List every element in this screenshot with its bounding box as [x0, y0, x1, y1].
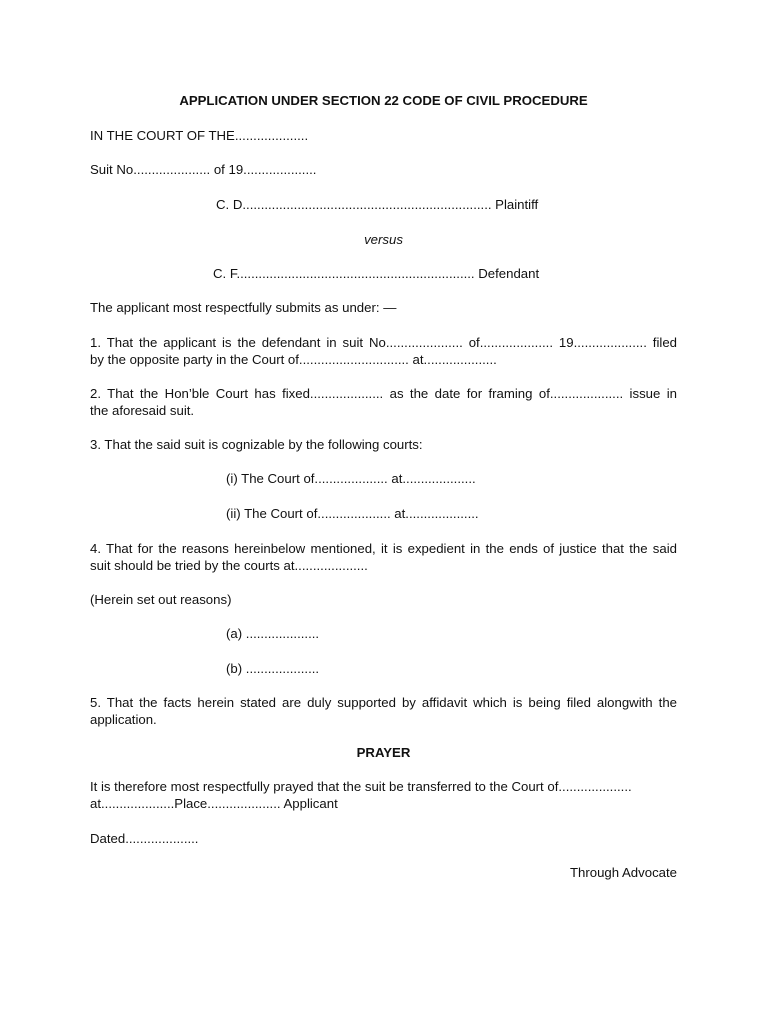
reason-a: (a) .................... [226, 626, 320, 641]
paragraph-5-line-1: 5. That the facts herein stated are duly supported by affidavit which is being filed alongwith the [90, 695, 677, 710]
plaintiff-line: C. D.................................................................... Plaintiff [216, 197, 539, 212]
paragraph-3: 3. That the said suit is cognizable by the following courts: [90, 437, 423, 452]
reasons-heading: (Herein set out reasons) [90, 592, 232, 607]
paragraph-2-line-2: the aforesaid suit. [90, 403, 195, 418]
suit-number-line: Suit No..................... of 19.................... [90, 162, 317, 177]
court-option-ii: (ii) The Court of.................... at.................... [226, 506, 479, 521]
paragraph-2-line-1: 2. That the Hon’ble Court has fixed.................... as the date for framing of.................... issue in [90, 386, 677, 401]
court-option-i: (i) The Court of.................... at.................... [226, 471, 476, 486]
signature-line: Through Advocate [569, 865, 677, 880]
dated-line: Dated.................... [90, 831, 199, 846]
intro-paragraph: The applicant most respectfully submits as under: — [90, 300, 397, 315]
paragraph-4-line-1: 4. That for the reasons hereinbelow mentioned, it is expedient in the ends of justice that the said [90, 541, 677, 556]
defendant-line: C. F................................................................. Defendant [213, 266, 540, 281]
prayer-line-2: at....................Place.................... Applicant [90, 796, 338, 811]
prayer-heading: PRAYER [356, 745, 411, 760]
reason-b: (b) .................... [226, 661, 320, 676]
document-title: APPLICATION UNDER SECTION 22 CODE OF CIVIL PROCEDURE [179, 93, 588, 108]
paragraph-1-line-1: 1. That the applicant is the defendant in suit No..................... of.................... 19.................... filed [90, 335, 677, 350]
prayer-line-1: It is therefore most respectfully prayed that the suit be transferred to the Court of.................... [90, 779, 632, 794]
paragraph-4-line-2: suit should be tried by the courts at.................... [90, 558, 368, 573]
paragraph-5-line-2: application. [90, 712, 157, 727]
paragraph-1-line-2: by the opposite party in the Court of.............................. at.................... [90, 352, 497, 367]
versus-label: versus [364, 232, 403, 247]
court-line: IN THE COURT OF THE.................... [90, 128, 309, 143]
